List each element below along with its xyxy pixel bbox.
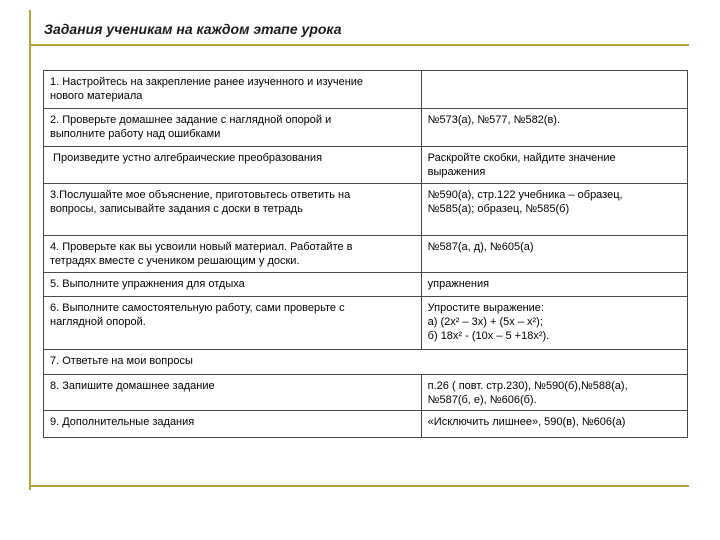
assignment-cell <box>421 109 687 147</box>
table-row <box>44 71 688 109</box>
task-text: 4. Проверьте как вы усвоили новый материал. Работайте в <box>50 240 353 253</box>
task-text: 9. Дополнительные задания <box>50 416 195 429</box>
assignment-cell <box>421 71 687 109</box>
assignment-cell <box>421 183 687 235</box>
table-row <box>44 147 688 184</box>
task-text: нового материала <box>50 90 143 103</box>
assignment-text: Раскройте скобки, найдите значение <box>427 152 616 164</box>
assignment-text: №590(а), стр.122 учебника – образец, <box>427 188 623 201</box>
assignment-cell <box>421 235 687 272</box>
table-row <box>44 411 688 438</box>
task-cell <box>44 147 422 184</box>
assignment-text: п.26 ( повт. стр.230), №590(б),№588(а), <box>427 379 628 392</box>
table-row <box>44 109 688 147</box>
task-cell <box>44 272 422 296</box>
task-text: вопросы, записывайте задания с доски в тетрадь <box>50 202 303 215</box>
assignment-cell <box>421 374 687 411</box>
assignment-text: №587(б, е), №606(б). <box>427 393 537 406</box>
task-cell <box>44 235 422 272</box>
task-text: 2. Проверьте домашнее задание с наглядной опорой и <box>50 114 332 126</box>
task-text: 5. Выполните упражнения для отдыха <box>50 277 245 290</box>
task-cell <box>44 109 422 147</box>
task-cell <box>44 349 688 374</box>
task-text: 6. Выполните самостоятельную работу, сами проверьте с <box>50 301 345 314</box>
task-text: 7. Ответьте на мои вопросы <box>50 354 193 367</box>
table-row <box>44 296 688 349</box>
tasks-table <box>43 70 688 438</box>
task-text: Произведите устно алгебраические преобразования <box>50 152 323 164</box>
assignment-cell <box>421 296 687 349</box>
task-text: выполните работу над ошибками <box>50 128 221 141</box>
task-text: 3.Послушайте мое объяснение, приготовьтесь ответить на <box>50 188 351 201</box>
task-text: наглядной опорой. <box>50 315 146 328</box>
task-cell <box>44 71 422 109</box>
assignment-text: №585(а); образец, №585(б) <box>427 202 570 215</box>
bottom-accent-line <box>29 485 689 487</box>
title-underline <box>29 44 689 46</box>
vertical-accent-line <box>29 10 31 490</box>
task-text: 8. Запишите домашнее задание <box>50 379 215 392</box>
task-cell <box>44 374 422 411</box>
assignment-text: упражнения <box>427 277 490 290</box>
assignment-cell <box>421 272 687 296</box>
assignment-text: выражения <box>427 166 486 179</box>
task-cell <box>44 183 422 235</box>
assignment-text: Упростите выражение: <box>427 301 544 314</box>
assignment-cell <box>421 411 687 438</box>
table-row <box>44 272 688 296</box>
task-text: тетрадях вместе с учеником решающим у доски. <box>50 254 300 267</box>
assignment-text: №587(а, д), №605(а) <box>427 240 534 253</box>
assignment-text: б) 18х² - (10х – 5 +18х²). <box>427 330 550 343</box>
assignment-cell <box>421 147 687 184</box>
table-row <box>44 183 688 235</box>
assignment-text: а) (2х² – 3х) + (5х – х²); <box>427 315 543 328</box>
table-row <box>44 235 688 272</box>
slide-title: Задания ученикам на каждом этапе урока <box>44 21 342 37</box>
task-text: 1. Настройтесь на закрепление ранее изученного и изучение <box>50 76 364 88</box>
table-row <box>44 374 688 411</box>
task-cell <box>44 411 422 438</box>
table-row <box>44 349 688 374</box>
task-cell <box>44 296 422 349</box>
assignment-text: «Исключить лишнее», 590(в), №606(а) <box>427 416 626 429</box>
assignment-text: №573(а), №577, №582(в). <box>427 114 561 126</box>
